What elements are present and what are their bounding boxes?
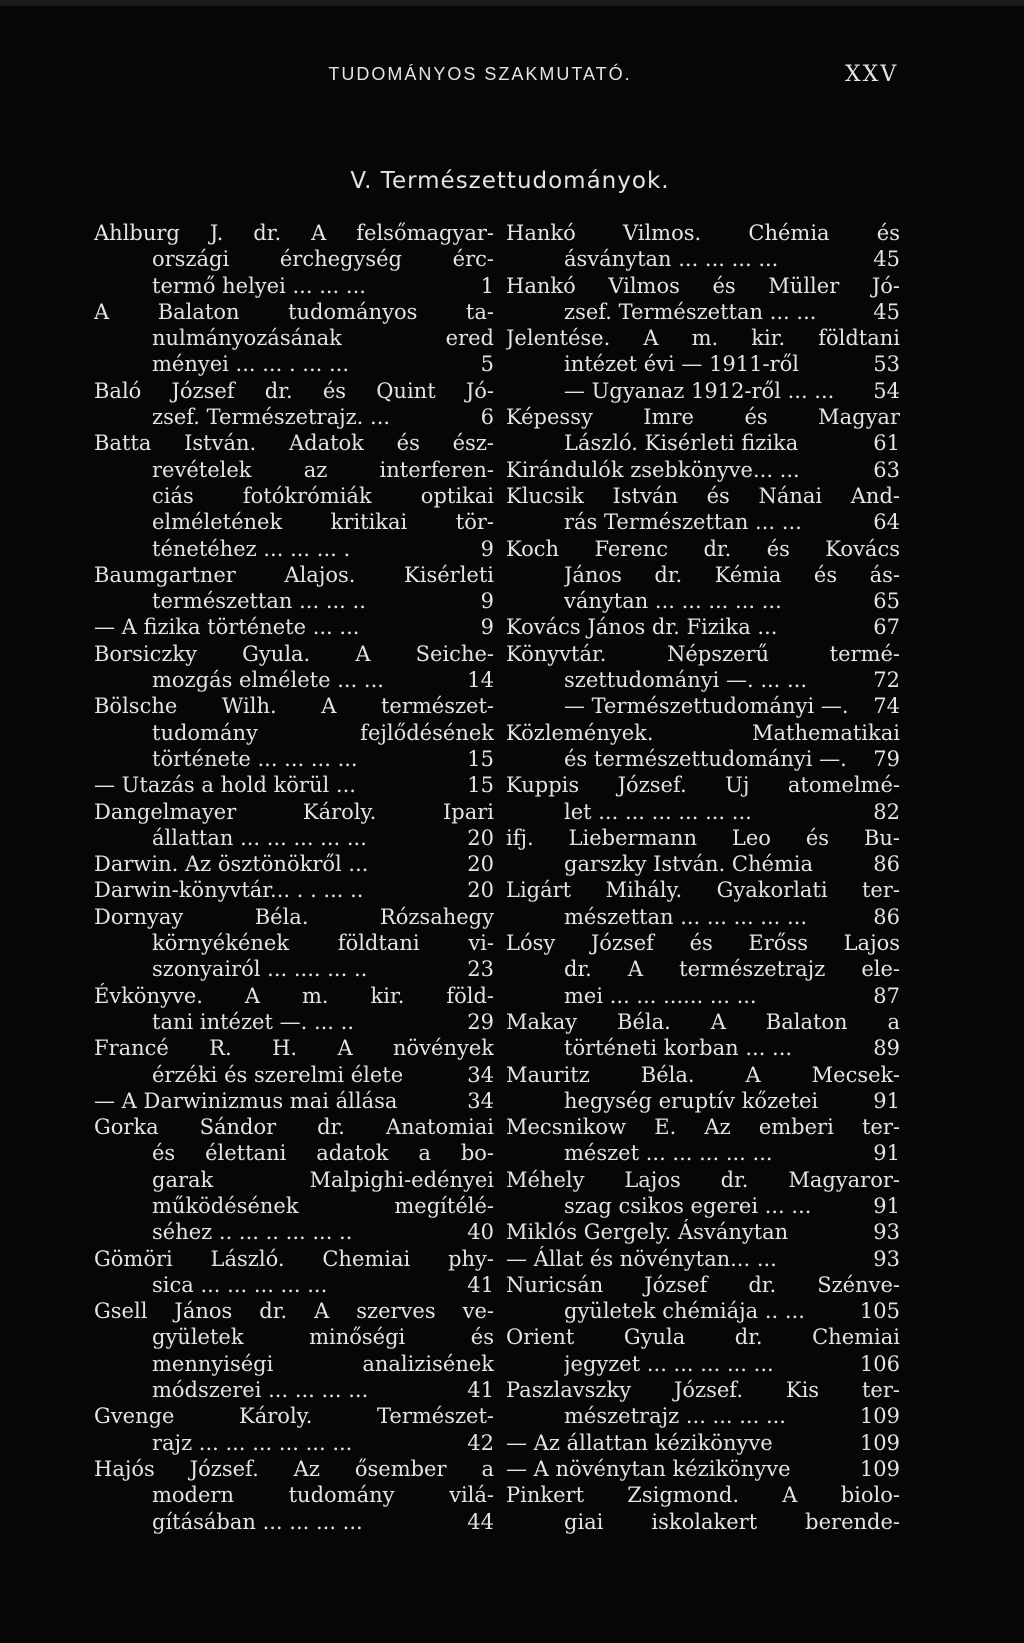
entry-text: Pinkert Zsigmond. A biolo- bbox=[506, 1483, 900, 1508]
entry-text: ményei ... ... . ... ... bbox=[152, 352, 350, 377]
entry-text: elméletének kritikai tör- bbox=[152, 510, 494, 535]
index-entry-line bbox=[94, 720, 494, 746]
entry-text: Gömöri László. Chemiai phy- bbox=[94, 1246, 494, 1271]
index-entry-line bbox=[506, 1140, 900, 1166]
index-entry-line bbox=[94, 641, 494, 667]
index-entry-line bbox=[94, 693, 494, 719]
entry-text: — Az állattan kézikönyve bbox=[506, 1430, 773, 1455]
index-entry-line bbox=[506, 509, 900, 535]
entry-text: Hankó Vilmos és Müller Jó- bbox=[506, 273, 900, 298]
entry-page-number: 79 bbox=[873, 746, 900, 771]
entry-text: és élettani adatok a bo- bbox=[152, 1141, 494, 1166]
entry-text: mei ... ... ...... ... ... bbox=[564, 983, 757, 1008]
entry-text: László. Kisérleti fizika bbox=[564, 431, 799, 456]
entry-text: Orient Gyula dr. Chemiai bbox=[506, 1325, 900, 1350]
entry-text: módszerei ... ... ... ... bbox=[152, 1378, 369, 1403]
index-entry-line bbox=[94, 1351, 494, 1377]
entry-page-number: 5 bbox=[480, 352, 494, 377]
entry-page-number: 41 bbox=[467, 1272, 494, 1297]
index-entry-line bbox=[94, 1167, 494, 1193]
index-entry-line bbox=[94, 483, 494, 509]
entry-page-number: 91 bbox=[873, 1141, 900, 1166]
index-entry-line bbox=[506, 983, 900, 1009]
index-entry-line bbox=[506, 457, 900, 483]
index-entry-line bbox=[94, 299, 494, 325]
entry-text: Bölsche Wilh. A természet- bbox=[94, 694, 494, 719]
entry-text: Darwin-könyvtár... . . ... .. bbox=[94, 878, 364, 903]
index-entry-line bbox=[94, 1403, 494, 1429]
index-column-right bbox=[506, 220, 900, 1535]
entry-text: Kovács János dr. Fizika ... bbox=[506, 615, 778, 640]
entry-text: — Állat és növénytan... ... bbox=[506, 1246, 777, 1271]
index-entry-line bbox=[506, 1509, 900, 1535]
index-entry-line bbox=[94, 746, 494, 772]
entry-text: Gsell János dr. A szerves ve- bbox=[94, 1299, 494, 1324]
entry-page-number: 15 bbox=[467, 746, 494, 771]
entry-page-number: 86 bbox=[873, 904, 900, 929]
entry-text: mennyiségi analizisének bbox=[152, 1351, 494, 1376]
entry-page-number: 109 bbox=[859, 1430, 900, 1455]
entry-text: Dornyay Béla. Rózsahegy bbox=[94, 904, 494, 929]
entry-text: és természettudományi —. bbox=[564, 746, 847, 771]
index-entry-line bbox=[94, 588, 494, 614]
index-entry-line bbox=[506, 904, 900, 930]
entry-page-number: 93 bbox=[873, 1220, 900, 1245]
entry-page-number: 53 bbox=[873, 352, 900, 377]
entry-text: — Természettudományi —. bbox=[564, 694, 849, 719]
entry-page-number: 63 bbox=[873, 457, 900, 482]
index-entry-line bbox=[506, 746, 900, 772]
index-entry-line bbox=[506, 1324, 900, 1350]
index-entry-line bbox=[94, 825, 494, 851]
index-entry-line bbox=[506, 1062, 900, 1088]
entry-page-number: 89 bbox=[873, 1036, 900, 1061]
index-entry-line bbox=[506, 404, 900, 430]
index-entry-line bbox=[94, 904, 494, 930]
entry-text: zsef. Természettan ... ... bbox=[564, 299, 817, 324]
entry-text: gyületek chémiája .. ... bbox=[564, 1299, 805, 1324]
index-entry-line bbox=[506, 220, 900, 246]
entry-page-number: 40 bbox=[467, 1220, 494, 1245]
index-entry-line bbox=[94, 246, 494, 272]
entry-text: mészettan ... ... ... ... ... bbox=[564, 904, 808, 929]
index-entry-line bbox=[94, 404, 494, 430]
entry-text: Lósy József és Erőss Lajos bbox=[506, 931, 900, 956]
entry-text: — A Darwinizmus mai állása bbox=[94, 1088, 398, 1113]
entry-page-number: 15 bbox=[467, 773, 494, 798]
index-entry-line bbox=[94, 1324, 494, 1350]
entry-text: Darwin. Az ösztönökről ... bbox=[94, 852, 369, 877]
index-entry-line bbox=[94, 1035, 494, 1061]
index-entry-line bbox=[94, 956, 494, 982]
index-entry-line bbox=[506, 641, 900, 667]
index-entry-line bbox=[94, 877, 494, 903]
entry-text: ásványtan ... ... ... ... bbox=[564, 247, 779, 272]
index-entry-line bbox=[506, 1456, 900, 1482]
entry-text: természettan ... ... .. bbox=[152, 589, 366, 614]
entry-text: Baumgartner Alajos. Kisérleti bbox=[94, 562, 494, 587]
entry-text: Gorka Sándor dr. Anatomiai bbox=[94, 1115, 494, 1140]
index-entry-line bbox=[94, 1114, 494, 1140]
entry-text: Gvenge Károly. Természet- bbox=[94, 1404, 494, 1429]
index-entry-line bbox=[94, 1509, 494, 1535]
entry-text: Jelentése. A m. kir. földtani bbox=[506, 326, 900, 351]
entry-text: Kirándulók zsebkönyve... ... bbox=[506, 457, 800, 482]
index-entry-line bbox=[506, 799, 900, 825]
entry-text: Hajós József. Az ősember a bbox=[94, 1456, 494, 1481]
index-entry-line bbox=[506, 956, 900, 982]
entry-page-number: 64 bbox=[873, 510, 900, 535]
entry-text: hegység eruptív kőzetei bbox=[564, 1088, 819, 1113]
index-entry-line bbox=[506, 325, 900, 351]
index-entry-line bbox=[506, 536, 900, 562]
index-column-left bbox=[94, 220, 494, 1535]
index-entry-line bbox=[506, 772, 900, 798]
entry-text: jegyzet ... ... ... ... ... bbox=[564, 1351, 774, 1376]
entry-text: — A fizika története ... ... bbox=[94, 615, 360, 640]
entry-page-number: 72 bbox=[873, 668, 900, 693]
index-entry-line bbox=[94, 1456, 494, 1482]
top-border bbox=[0, 0, 1024, 6]
index-entry-line bbox=[506, 614, 900, 640]
entry-text: Koch Ferenc dr. és Kovács bbox=[506, 536, 900, 561]
entry-text: Borsiczky Gyula. A Seiche- bbox=[94, 641, 494, 666]
entry-page-number: 61 bbox=[873, 431, 900, 456]
entry-page-number: 14 bbox=[467, 668, 494, 693]
index-entry-line bbox=[94, 772, 494, 798]
index-entry-line bbox=[506, 430, 900, 456]
entry-text: rás Természettan ... ... bbox=[564, 510, 802, 535]
index-entry-line bbox=[506, 299, 900, 325]
entry-text: termő helyei ... ... ... bbox=[152, 273, 366, 298]
index-entry-line bbox=[506, 1088, 900, 1114]
entry-page-number: 42 bbox=[467, 1430, 494, 1455]
entry-text: érzéki és szerelmi élete bbox=[152, 1062, 404, 1087]
index-entry-line bbox=[94, 983, 494, 1009]
entry-text: — A növénytan kézikönyve bbox=[506, 1456, 791, 1481]
entry-text: Mecsnikow E. Az emberi ter- bbox=[506, 1115, 900, 1140]
index-entry-line bbox=[506, 1377, 900, 1403]
index-entry-line bbox=[506, 588, 900, 614]
entry-text: gyületek minőségi és bbox=[152, 1325, 494, 1350]
index-entry-line bbox=[94, 1246, 494, 1272]
index-entry-line bbox=[506, 1272, 900, 1298]
entry-page-number: 106 bbox=[859, 1351, 900, 1376]
entry-text: állattan ... ... ... ... ... bbox=[152, 825, 367, 850]
page-number: XXV bbox=[845, 62, 899, 87]
index-entry-line bbox=[506, 1009, 900, 1035]
index-entry-line bbox=[506, 877, 900, 903]
entry-text: Közlemények. Mathematikai bbox=[506, 720, 900, 745]
index-entry-line bbox=[94, 509, 494, 535]
entry-text: Dangelmayer Károly. Ipari bbox=[94, 799, 494, 824]
index-entry-line bbox=[94, 378, 494, 404]
entry-text: rajz ... ... ... ... ... ... bbox=[152, 1430, 353, 1455]
entry-text: mozgás elmélete ... ... bbox=[152, 668, 384, 693]
index-entry-line bbox=[94, 1088, 494, 1114]
entry-page-number: 105 bbox=[859, 1299, 900, 1324]
entry-page-number: 9 bbox=[480, 536, 494, 561]
entry-text: szonyairól ... .... ... .. bbox=[152, 957, 368, 982]
index-entry-line bbox=[506, 1035, 900, 1061]
index-entry-line bbox=[94, 536, 494, 562]
entry-text: mészetrajz ... ... ... ... bbox=[564, 1404, 786, 1429]
index-entry-line bbox=[94, 1193, 494, 1219]
entry-text: zsef. Természetrajz. ... bbox=[152, 405, 391, 430]
entry-page-number: 91 bbox=[873, 1088, 900, 1113]
index-entry-line bbox=[506, 667, 900, 693]
index-entry-line bbox=[94, 1430, 494, 1456]
index-entry-line bbox=[506, 1167, 900, 1193]
index-entry-line bbox=[94, 1219, 494, 1245]
index-entry-line bbox=[94, 667, 494, 693]
index-entry-line bbox=[94, 351, 494, 377]
index-entry-line bbox=[94, 851, 494, 877]
entry-text: gításában ... ... ... ... bbox=[152, 1509, 363, 1534]
index-entry-line bbox=[506, 1114, 900, 1140]
entry-text: Baló József dr. és Quint Jó- bbox=[94, 378, 494, 403]
index-entry-line bbox=[94, 1140, 494, 1166]
index-entry-line bbox=[506, 1298, 900, 1324]
entry-text: mészet ... ... ... ... ... bbox=[564, 1141, 773, 1166]
index-entry-line bbox=[506, 851, 900, 877]
index-entry-line bbox=[94, 220, 494, 246]
index-entry-line bbox=[94, 562, 494, 588]
entry-text: giai iskolakert berende- bbox=[564, 1509, 900, 1534]
entry-text: ténetéhez ... ... ... . bbox=[152, 536, 351, 561]
entry-page-number: 34 bbox=[467, 1062, 494, 1087]
index-entry-line bbox=[506, 720, 900, 746]
entry-text: története ... ... ... ... bbox=[152, 746, 358, 771]
entry-text: sica ... ... ... ... ... bbox=[152, 1272, 328, 1297]
entry-text: országi érchegység érc- bbox=[152, 247, 494, 272]
index-entry-line bbox=[94, 1062, 494, 1088]
entry-text: szag csikos egerei ... ... bbox=[564, 1193, 812, 1218]
index-entry-line bbox=[94, 1298, 494, 1324]
entry-text: tani intézet —. ... .. bbox=[152, 1009, 354, 1034]
index-entry-line bbox=[506, 1430, 900, 1456]
entry-page-number: 45 bbox=[873, 299, 900, 324]
entry-page-number: 20 bbox=[467, 852, 494, 877]
entry-text: Miklós Gergely. Ásványtan bbox=[506, 1220, 789, 1245]
index-entry-line bbox=[94, 457, 494, 483]
entry-text: környékének földtani vi- bbox=[152, 931, 494, 956]
entry-text: Ligárt Mihály. Gyakorlati ter- bbox=[506, 878, 900, 903]
entry-text: Francé R. H. A növények bbox=[94, 1036, 494, 1061]
entry-text: Batta István. Adatok és ész- bbox=[94, 431, 494, 456]
entry-text: Évkönyve. A m. kir. föld- bbox=[94, 983, 494, 1008]
entry-page-number: 41 bbox=[467, 1378, 494, 1403]
entry-page-number: 9 bbox=[480, 615, 494, 640]
entry-page-number: 9 bbox=[480, 589, 494, 614]
entry-text: Mauritz Béla. A Mecsek- bbox=[506, 1062, 900, 1087]
entry-text: séhez .. ... .. ... ... .. bbox=[152, 1220, 353, 1245]
entry-text: Nuricsán József dr. Szénve- bbox=[506, 1272, 900, 1297]
entry-text: Klucsik István és Nánai And- bbox=[506, 483, 900, 508]
index-entry-line bbox=[94, 799, 494, 825]
entry-page-number: 20 bbox=[467, 825, 494, 850]
entry-page-number: 20 bbox=[467, 878, 494, 903]
entry-text: Paszlavszky József. Kis ter- bbox=[506, 1378, 900, 1403]
entry-text: Méhely Lajos dr. Magyaror- bbox=[506, 1167, 900, 1192]
entry-text: történeti korban ... ... bbox=[564, 1036, 793, 1061]
entry-page-number: 1 bbox=[480, 273, 494, 298]
entry-page-number: 6 bbox=[480, 405, 494, 430]
entry-text: működésének megítélé- bbox=[152, 1193, 494, 1218]
entry-page-number: 86 bbox=[873, 852, 900, 877]
entry-page-number: 109 bbox=[859, 1456, 900, 1481]
entry-text: Kuppis József. Uj atomelmé- bbox=[506, 773, 900, 798]
entry-page-number: 65 bbox=[873, 589, 900, 614]
entry-text: A Balaton tudományos ta- bbox=[94, 299, 494, 324]
index-entry-line bbox=[506, 273, 900, 299]
entry-page-number: 23 bbox=[467, 957, 494, 982]
entry-text: Ahlburg J. dr. A felsőmagyar- bbox=[94, 221, 494, 245]
index-entry-line bbox=[506, 1351, 900, 1377]
index-entry-line bbox=[506, 825, 900, 851]
entry-page-number: 91 bbox=[873, 1193, 900, 1218]
section-title: V. Természettudományok. bbox=[350, 168, 670, 194]
entry-page-number: 34 bbox=[467, 1088, 494, 1113]
entry-page-number: 45 bbox=[873, 247, 900, 272]
entry-text: — Ugyanaz 1912-ről ... ... bbox=[564, 378, 835, 403]
index-entry-line bbox=[506, 930, 900, 956]
entry-text: intézet évi — 1911-ről bbox=[564, 352, 800, 377]
entry-text: dr. A természetrajz ele- bbox=[564, 957, 900, 982]
entry-page-number: 67 bbox=[873, 615, 900, 640]
entry-page-number: 44 bbox=[467, 1509, 494, 1534]
index-entry-line bbox=[506, 1403, 900, 1429]
entry-text: szettudományi —. ... ... bbox=[564, 668, 808, 693]
entry-text: ciás fotókrómiák optikai bbox=[152, 483, 494, 508]
entry-text: Könyvtár. Népszerű termé- bbox=[506, 641, 900, 666]
entry-text: garszky István. Chémia bbox=[564, 852, 814, 877]
entry-text: ványtan ... ... ... ... ... bbox=[564, 589, 782, 614]
entry-page-number: 74 bbox=[873, 694, 900, 719]
entry-page-number: 82 bbox=[873, 799, 900, 824]
index-entry-line bbox=[506, 1482, 900, 1508]
entry-text: János dr. Kémia és ás- bbox=[564, 562, 900, 587]
index-entry-line bbox=[506, 378, 900, 404]
entry-text: nulmányozásának ered bbox=[152, 326, 494, 351]
entry-text: revételek az interferen- bbox=[152, 457, 494, 482]
entry-text: Hankó Vilmos. Chémia és bbox=[506, 221, 900, 245]
index-entry-line bbox=[94, 614, 494, 640]
index-entry-line bbox=[506, 1193, 900, 1219]
entry-page-number: 109 bbox=[859, 1404, 900, 1429]
index-entry-line bbox=[94, 1272, 494, 1298]
entry-page-number: 29 bbox=[467, 1009, 494, 1034]
index-entry-line bbox=[94, 1009, 494, 1035]
entry-text: — Utazás a hold körül ... bbox=[94, 773, 356, 798]
index-entry-line bbox=[94, 930, 494, 956]
entry-page-number: 93 bbox=[873, 1246, 900, 1271]
index-entry-line bbox=[506, 483, 900, 509]
index-entry-line bbox=[94, 1482, 494, 1508]
index-entry-line bbox=[94, 430, 494, 456]
index-entry-line bbox=[506, 1219, 900, 1245]
entry-text: Képessy Imre és Magyar bbox=[506, 405, 900, 430]
index-entry-line bbox=[506, 351, 900, 377]
entry-text: modern tudomány vilá- bbox=[152, 1483, 494, 1508]
index-entry-line bbox=[506, 562, 900, 588]
index-entry-line bbox=[94, 1377, 494, 1403]
index-entry-line bbox=[94, 273, 494, 299]
index-entry-line bbox=[94, 325, 494, 351]
entry-text: tudomány fejlődésének bbox=[152, 720, 494, 745]
index-entry-line bbox=[506, 1246, 900, 1272]
entry-text: Makay Béla. A Balaton a bbox=[506, 1009, 900, 1034]
index-entry-line bbox=[506, 246, 900, 272]
entry-text: let ... ... ... ... ... ... bbox=[564, 799, 752, 824]
entry-text: ifj. Liebermann Leo és Bu- bbox=[506, 825, 900, 850]
entry-page-number: 87 bbox=[873, 983, 900, 1008]
index-entry-line bbox=[506, 693, 900, 719]
running-title: TUDOMÁNYOS SZAKMUTATÓ. bbox=[328, 64, 632, 84]
entry-page-number: 54 bbox=[873, 378, 900, 403]
entry-text: garak Malpighi-edényei bbox=[152, 1167, 494, 1192]
